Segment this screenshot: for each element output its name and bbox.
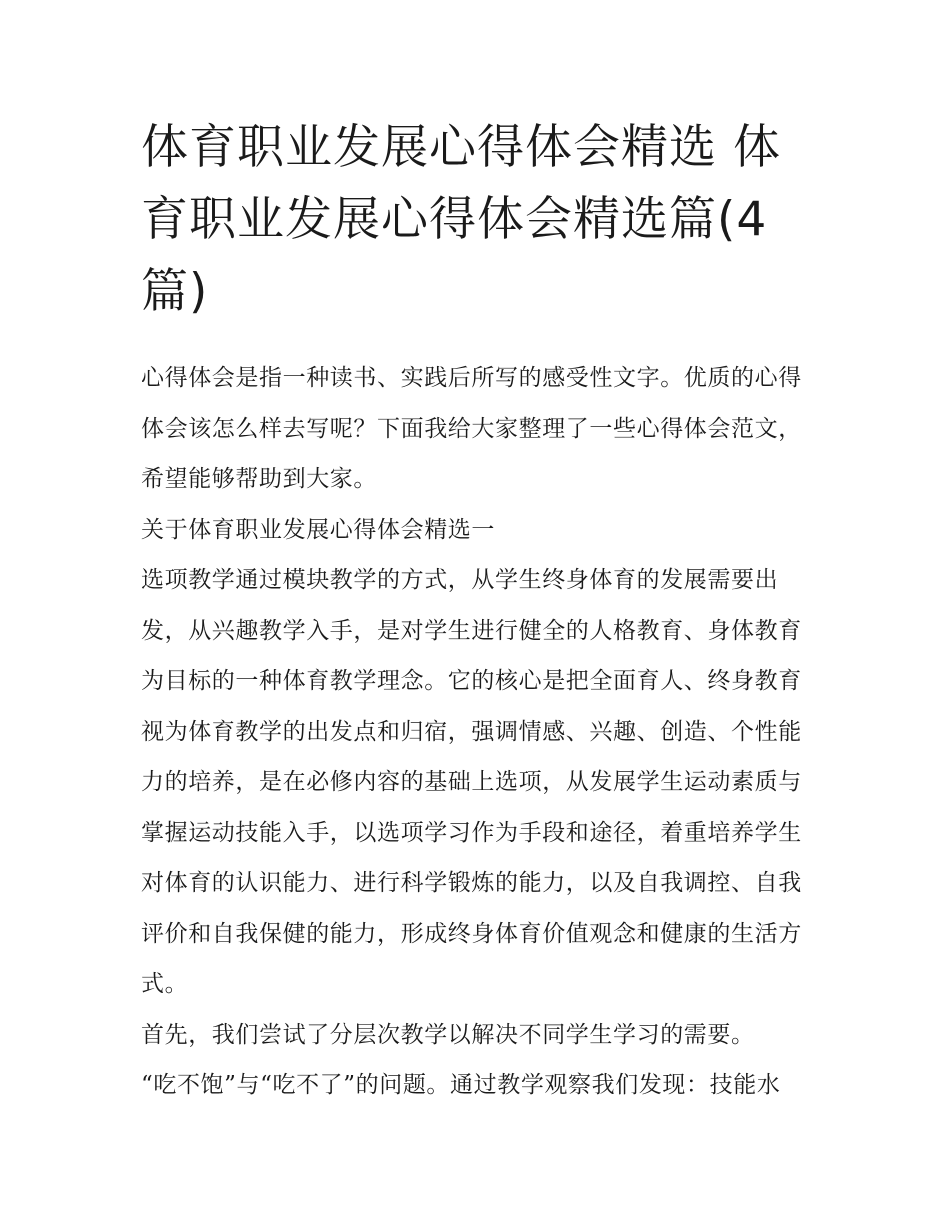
intro-paragraph: 心得体会是指一种读书、实践后所写的感受性文字。优质的心得体会该怎么样去写呢？下面我给大家整理了一些心得体会范文，希望能够帮助到大家。	[141, 365, 802, 492]
document-title: 体育职业发展心得体会精选 体育职业发展心得体会精选篇(4篇)	[141, 120, 781, 319]
section-heading: 关于体育职业发展心得体会精选一	[141, 516, 495, 543]
document-page	[141, 112, 813, 1111]
body-paragraph: 首先，我们尝试了分层次教学以解决不同学生学习的需要。	[141, 1021, 755, 1048]
body-paragraph: 选项教学通过模块教学的方式，从学生终身体育的发展需要出发，从兴趣教学入手，是对学生进行健全的人格教育、身体教育为目标的一种体育教学理念。它的核心是把全面育人、终身教育视为体育教学的出发点和归宿，强调情感、兴趣、创造、个性能力的培养，是在必修内容的基础上选项，从发展学生运动素质与掌握运动技能入手，以选项学习作为手段和途径，着重培养学生对体育的认识能力、进行科学锻炼的能力，以及自我调控、自我评价和自我保健的能力，形成终身体育价值观念和健康的生活方式。	[141, 567, 802, 997]
body-paragraph: “吃不饱”与“吃不了”的问题。通过教学观察我们发现：技能水	[141, 1072, 781, 1098]
